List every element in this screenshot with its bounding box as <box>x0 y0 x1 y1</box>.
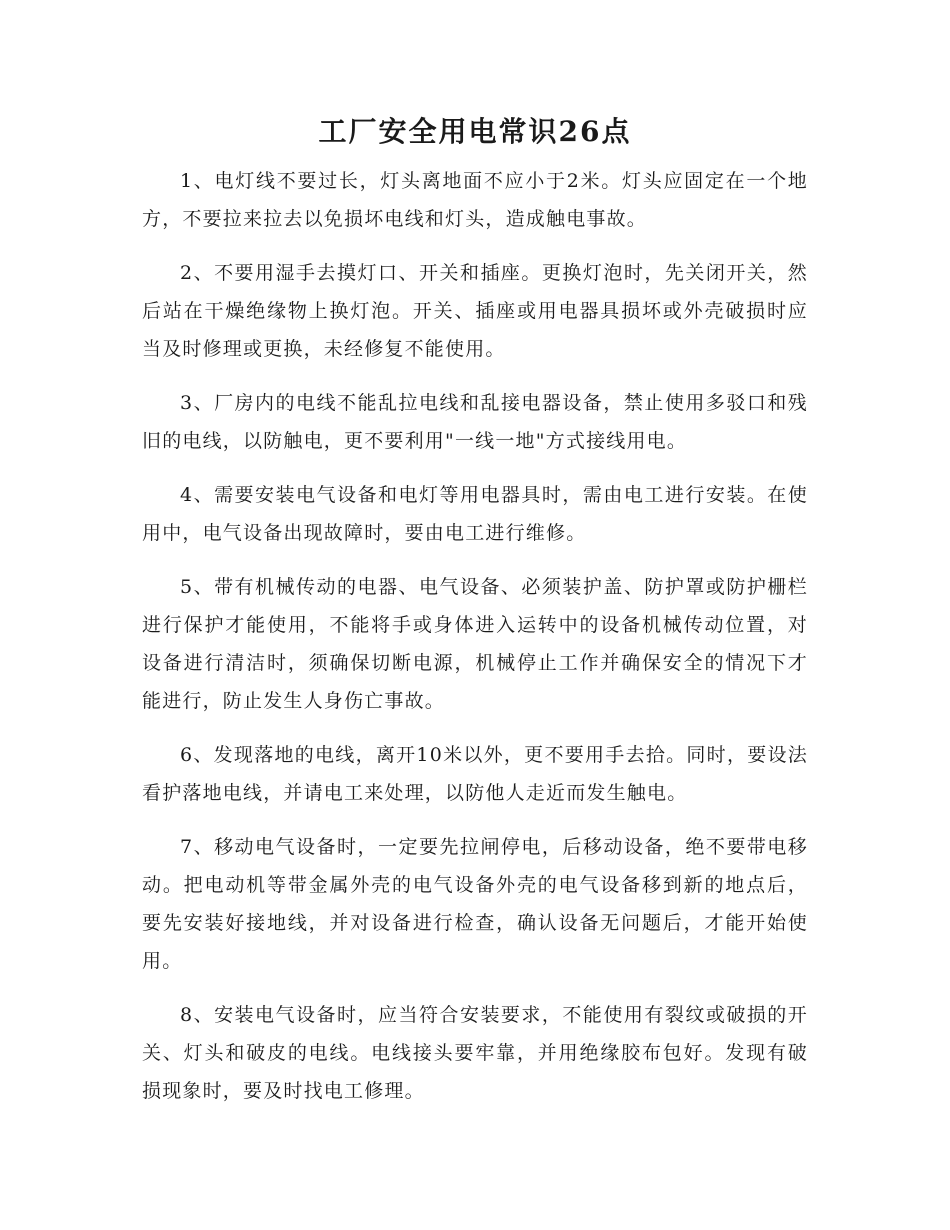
paragraph-1: 1、电灯线不要过长，灯头离地面不应小于2米。灯头应固定在一个地方，不要拉来拉去以免损坏电线和灯头，造成触电事故。 <box>142 170 808 230</box>
paragraph-6: 6、发现落地的电线，离开10米以外，更不要用手去拾。同时，要设法看护落地电线，并请电工来处理，以防他人走近而发生触电。 <box>142 744 808 804</box>
paragraph-7: 7、移动电气设备时，一定要先拉闸停电，后移动设备，绝不要带电移动。把电动机等带金属外壳的电气设备外壳的电气设备移到新的地点后，要先安装好接地线，并对设备进行检查，确认设备无问题后，才能开始使用。 <box>142 836 808 972</box>
paragraph-3: 3、厂房内的电线不能乱拉电线和乱接电器设备，禁止使用多驳口和残旧的电线，以防触电，更不要利用"一线一地"方式接线用电。 <box>142 392 808 452</box>
document-body <box>142 162 808 1126</box>
paragraph-8: 8、安装电气设备时，应当符合安装要求，不能使用有裂纹或破损的开关、灯头和破皮的电线。电线接头要牢靠，并用绝缘胶布包好。发现有破损现象时，要及时找电工修理。 <box>142 1004 808 1102</box>
paragraph-4: 4、需要安装电气设备和电灯等用电器具时，需由电工进行安装。在使用中，电气设备出现故障时，要由电工进行维修。 <box>142 484 808 544</box>
document-title: 工厂安全用电常识26点 <box>318 115 632 148</box>
paragraph-2: 2、不要用湿手去摸灯口、开关和插座。更换灯泡时，先关闭开关，然后站在干燥绝缘物上换灯泡。开关、插座或用电器具损坏或外壳破损时应当及时修理或更换，未经修复不能使用。 <box>142 262 808 360</box>
paragraph-5: 5、带有机械传动的电器、电气设备、必须装护盖、防护罩或防护栅栏进行保护才能使用，不能将手或身体进入运转中的设备机械传动位置，对设备进行清洁时，须确保切断电源，机械停止工作并确保安全的情况下才能进行，防止发生人身伤亡事故。 <box>142 576 808 712</box>
